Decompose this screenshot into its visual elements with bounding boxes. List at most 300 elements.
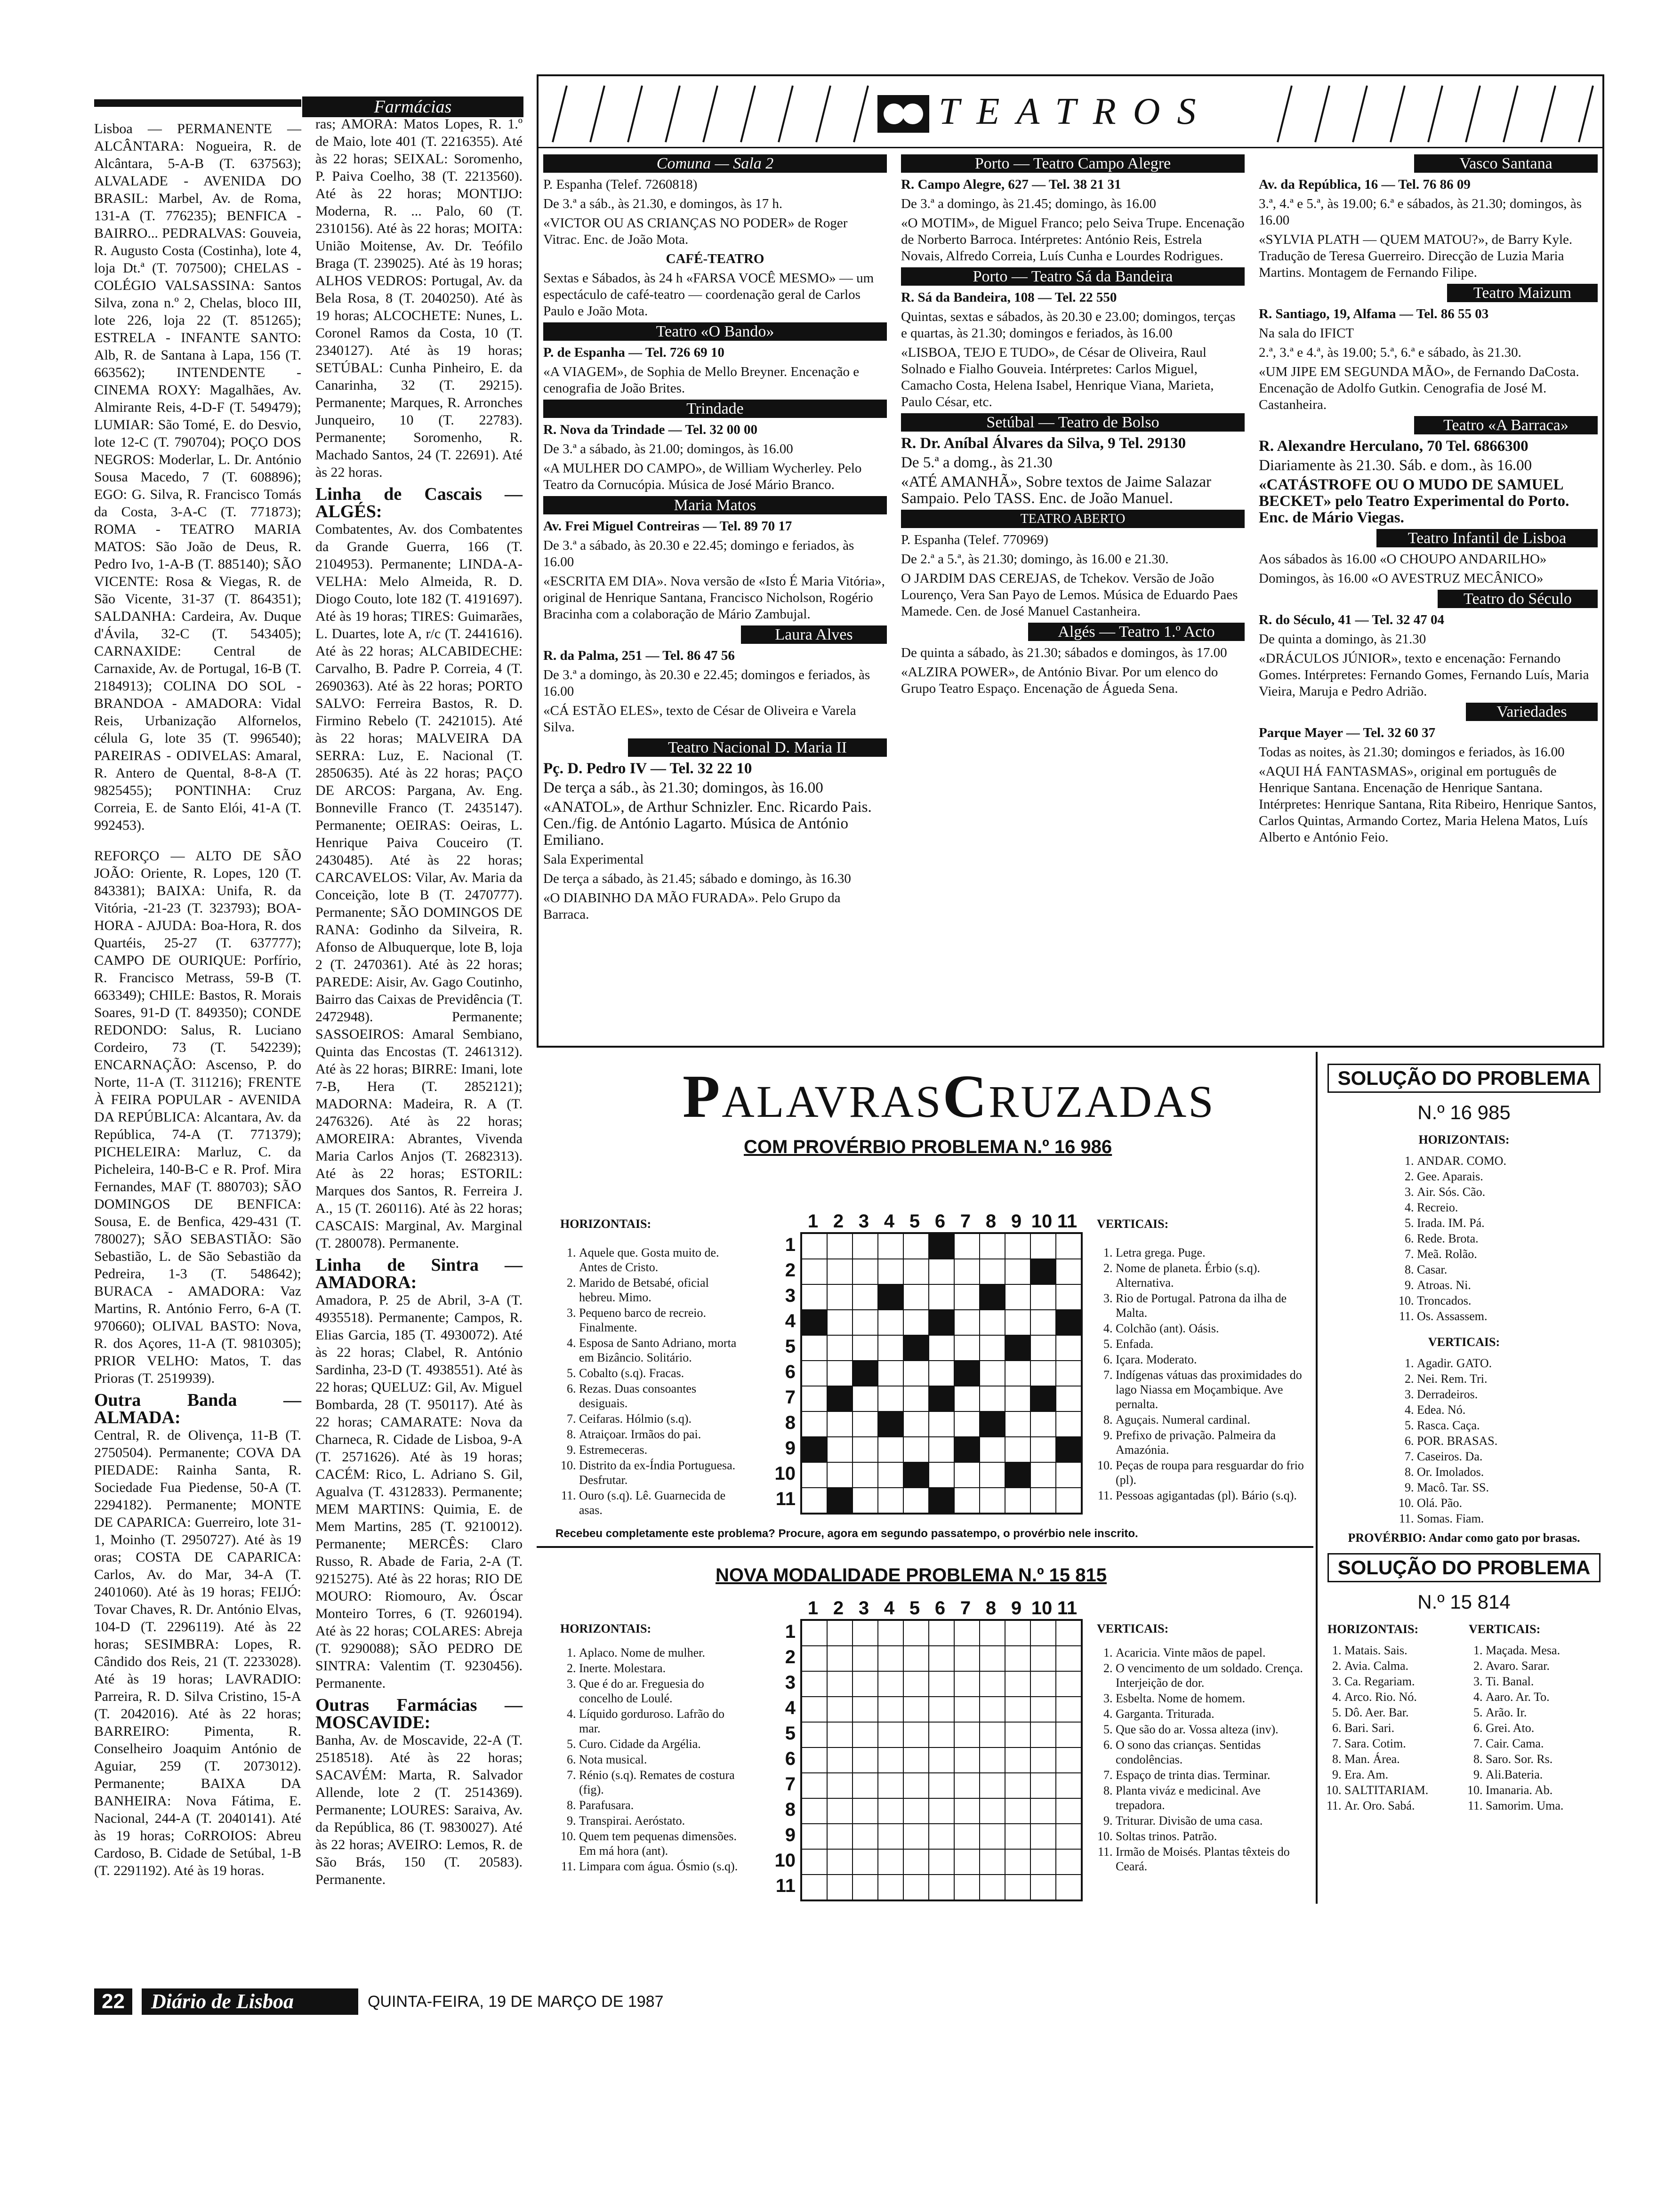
grid-cell[interactable] [802, 1411, 827, 1437]
grid-cell[interactable] [903, 1773, 929, 1798]
grid-cell[interactable] [1056, 1747, 1081, 1773]
grid-cell[interactable] [1030, 1437, 1056, 1462]
grid-cell[interactable] [802, 1462, 827, 1488]
grid-cell[interactable] [954, 1259, 980, 1284]
clue-item: 5. Curo. Cidade da Argélia. [579, 1737, 744, 1751]
grid-cell[interactable] [1056, 1849, 1081, 1875]
sintra-list: Amadora, P. 25 de Abril, 3-A (T. 4935518). Permanente; Campos, R. Elias Garcia, 185 (T. 4930072). Até às 22 horas; Clabel, R. António Sardinha, 23-D (T. 4938551). Até às 22 horas; QUELUZ: Gil, Av. Miguel Bombarda, 28 (T. 950117). Até às 22 horas; CAMARATE: Nova da Charneca, R. Cidade de Lisboa, 9-A (T. 2571626). Até às 19 horas; CACÉM: Rico, L. Adriano S. Gil, Agualva (T. 4312833). Permanente; MEM MARTINS: Quimia, E. de Mem Martins, 285 (T. 9210012). Permanente; MERCÊS: Claro Russo, R. Abade de Faria, 2-A (T. 9215275). Até às 22 horas; RIO DE MOURO: Riomouro, Av. Óscar Monteiro Torres, 6 (T. 9260194). Até às 22 horas; COLARES: Abreja (T. 9290088); SÃO PEDRO DE SINTRA: Valentim (T. 9230456). Permanente. [315, 1292, 523, 1691]
grid-cell[interactable] [954, 1773, 980, 1798]
grid-cell[interactable] [853, 1437, 878, 1462]
grid-cell[interactable] [1056, 1437, 1081, 1462]
grid-cell[interactable] [1005, 1824, 1030, 1849]
seculo-addr: R. do Século, 41 — Tel. 32 47 04 [1259, 612, 1444, 627]
grid-cell[interactable] [827, 1386, 853, 1411]
grid-cell[interactable] [980, 1722, 1005, 1747]
grid-cell[interactable] [827, 1620, 853, 1646]
nova-grid[interactable] [800, 1619, 1083, 1901]
v-list [1097, 1245, 1304, 1503]
solution-item: 5. Dô. Aer. Bar. [1344, 1705, 1459, 1720]
grid-cell[interactable] [1056, 1234, 1081, 1259]
grid-cell[interactable] [802, 1824, 827, 1849]
grid-cell[interactable] [903, 1747, 929, 1773]
solucao-2 [1327, 1553, 1601, 1814]
amora-list: ras; AMORA: Matos Lopes, R. 1.º de Maio, lote 401 (T. 2216355). Até às 22 horas; SEIXAL: Soromenho, P. Paiva Coelho, 38 (T. 2213560). Até às 22 horas; MONTIJO: Moderna, R. ... Palo, 60 (T. 2310156). Até às 22 horas; MOITA: União Moitense, Av. Dr. Teófilo Braga (T. 239025). Até às 19 horas; ALHOS VEDROS: Portugal, Av. da Bela Rosa, 8 (T. 2040250). Até às 19 horas; ALCOCHETE: Nunes, L. Coronel Ramos da Costa, 10 (T. 2340127). Até às 19 horas; SETÚBAL: Cunha Pinheiro, E. da Canarinha, 32 (T. 29215). Permanente; Marques, R. Arronches Junqueiro, 10 (T. 22783). Permanente; Soromenho, R. Machado Santos, 24 (T. 22691). Até às 22 horas. [315, 116, 523, 480]
nova-horizontais [560, 1621, 744, 1875]
grid-cell[interactable] [980, 1259, 1005, 1284]
grid-cell[interactable] [929, 1697, 954, 1722]
grid-cell[interactable] [980, 1646, 1005, 1671]
grid-cell[interactable] [1005, 1620, 1030, 1646]
grid-cell[interactable] [929, 1824, 954, 1849]
grid-cell[interactable] [1056, 1411, 1081, 1437]
grid-cell[interactable] [1005, 1411, 1030, 1437]
grid-cell[interactable] [903, 1284, 929, 1310]
seculo-header: Teatro do Século [1438, 590, 1598, 608]
clue-item: 5. Cobalto (s.q). Fracas. [579, 1366, 744, 1380]
barraca-show: «CATÁSTROFE OU O MUDO DE SAMUEL BECKET» pelo Teatro Experimental do Porto. Enc. de Mário Viegas. [1259, 476, 1569, 526]
grid-cell[interactable] [802, 1386, 827, 1411]
grid-cell[interactable] [1056, 1798, 1081, 1824]
grid-cell[interactable] [1005, 1234, 1030, 1259]
grid-cell[interactable] [827, 1773, 853, 1798]
grid-cell[interactable] [903, 1259, 929, 1284]
grid-cell[interactable] [903, 1361, 929, 1386]
cascais-title: Linha de Cascais — ALGÉS: [315, 484, 523, 521]
grid-cell[interactable] [929, 1259, 954, 1284]
grid-cell[interactable] [980, 1798, 1005, 1824]
grid-cell[interactable] [827, 1234, 853, 1259]
grid-cell[interactable] [1005, 1875, 1030, 1900]
grid-cell[interactable] [929, 1335, 954, 1361]
grid-cell[interactable] [878, 1671, 903, 1697]
outras-title: Outras Farmácias — MOSCAVIDE: [315, 1695, 523, 1732]
grid-cell[interactable] [954, 1335, 980, 1361]
grid-cell[interactable] [929, 1722, 954, 1747]
grid-cell[interactable] [878, 1361, 903, 1386]
bolso-times: De 5.ª a domg., às 21.30 [901, 454, 1053, 471]
sa-bandeira-show: «LISBOA, TEJO E TUDO», de César de Oliveira, Raul Solnado e Fialho Gouveia. Intérpretes: Carlos Miguel, Camacho Costa, Helena Isabel, Henrique Viana, Marieta, Paulo César, etc. [901, 345, 1214, 409]
grid-cell[interactable] [827, 1361, 853, 1386]
grid-cell[interactable] [878, 1488, 903, 1513]
grid-cell[interactable] [827, 1697, 853, 1722]
solution-item: 10. Imanaria. Ab. [1486, 1783, 1601, 1797]
grid-cell[interactable] [903, 1411, 929, 1437]
grid-cell[interactable] [853, 1234, 878, 1259]
grid-cell[interactable] [1056, 1488, 1081, 1513]
grid-cell[interactable] [1005, 1462, 1030, 1488]
grid-cell[interactable] [1005, 1310, 1030, 1335]
grid-cell[interactable] [1030, 1671, 1056, 1697]
clue-item: 5. Que são do ar. Vossa alteza (inv). [1116, 1722, 1304, 1737]
grid-cell[interactable] [929, 1747, 954, 1773]
grid-cell[interactable] [878, 1462, 903, 1488]
grid-cell[interactable] [878, 1411, 903, 1437]
grid-cell[interactable] [802, 1310, 827, 1335]
grid-cell[interactable] [954, 1462, 980, 1488]
variedades-times: Todas as noites, às 21.30; domingos e feriados, às 16.00 [1259, 745, 1565, 760]
grid-cell[interactable] [954, 1875, 980, 1900]
solution-item: 6. Rede. Brota. [1417, 1231, 1601, 1246]
comuna-times: De 3.ª a sáb., às 21.30, e domingos, às 17 h. [543, 196, 783, 211]
campo-alegre-show: «O MOTIM», de Miguel Franco; pelo Seiva Trupe. Encenação de Norberto Barroca. Intérpretes: António Reis, Estrela Novais, Alfredo Correia, Luís Cunha e Lourdes Rodrigues. [901, 216, 1245, 264]
grid-cell[interactable] [1005, 1773, 1030, 1798]
grid-cell[interactable] [1030, 1722, 1056, 1747]
grid-cell[interactable] [1030, 1875, 1056, 1900]
clue-item: 3. Pequeno barco de recreio. Finalmente. [579, 1306, 744, 1335]
grid-cell[interactable] [878, 1722, 903, 1747]
outra-banda-title: Outra Banda — ALMADA: [94, 1390, 301, 1427]
grid-cell[interactable] [1030, 1259, 1056, 1284]
grid-cell[interactable] [1030, 1310, 1056, 1335]
grid-cell[interactable] [802, 1259, 827, 1284]
grid-cell[interactable] [954, 1824, 980, 1849]
grid-cell[interactable] [954, 1722, 980, 1747]
grid-cell[interactable] [878, 1437, 903, 1462]
grid-cell[interactable] [980, 1437, 1005, 1462]
sol2-h-title: HORIZONTAIS: [1327, 1622, 1419, 1636]
grid-cell[interactable] [980, 1697, 1005, 1722]
grid-cell[interactable] [878, 1259, 903, 1284]
grid-cell[interactable] [878, 1646, 903, 1671]
grid-cell[interactable] [980, 1335, 1005, 1361]
grid-cell[interactable] [1030, 1462, 1056, 1488]
grid-cell[interactable] [853, 1773, 878, 1798]
comuna-cafe: Sextas e Sábados, às 24 h «FARSA VOCÊ MESMO» — um espectáculo de café-teatro — coordenação geral de Carlos Paulo e João Mota. [543, 271, 874, 319]
grid-cell[interactable] [903, 1722, 929, 1747]
grid-cell[interactable] [1005, 1437, 1030, 1462]
grid-cell[interactable] [929, 1646, 954, 1671]
crossword-grid[interactable] [800, 1232, 1083, 1515]
grid-cell[interactable] [878, 1747, 903, 1773]
grid-cell[interactable] [802, 1773, 827, 1798]
grid-cell[interactable] [980, 1875, 1005, 1900]
grid-cell[interactable] [903, 1488, 929, 1513]
grid-cell[interactable] [980, 1284, 1005, 1310]
grid-cell[interactable] [929, 1411, 954, 1437]
grid-cell[interactable] [1056, 1875, 1081, 1900]
grid-cell[interactable] [827, 1462, 853, 1488]
h-list [560, 1245, 744, 1517]
infantil-sun: Domingos, às 16.00 «O AVESTRUZ MECÂNICO» [1259, 571, 1544, 586]
grid-cell[interactable] [827, 1335, 853, 1361]
grid-cell[interactable] [827, 1875, 853, 1900]
grid-cell[interactable] [878, 1849, 903, 1875]
grid-cell[interactable] [1056, 1671, 1081, 1697]
grid-cell[interactable] [929, 1284, 954, 1310]
maria-matos-header: Maria Matos [543, 496, 887, 514]
grid-cell[interactable] [853, 1747, 878, 1773]
grid-cell[interactable] [903, 1671, 929, 1697]
grid-cell[interactable] [802, 1335, 827, 1361]
grid-cell[interactable] [903, 1234, 929, 1259]
grid-cell[interactable] [853, 1722, 878, 1747]
grid-cell[interactable] [980, 1773, 1005, 1798]
grid-cell[interactable] [827, 1646, 853, 1671]
grid-cell[interactable] [929, 1620, 954, 1646]
solution-item: 8. Man. Área. [1344, 1752, 1459, 1766]
grid-cell[interactable] [903, 1849, 929, 1875]
grid-cell[interactable] [853, 1259, 878, 1284]
grid-cell[interactable] [980, 1386, 1005, 1411]
grid-cell[interactable] [878, 1234, 903, 1259]
grid-cell[interactable] [878, 1310, 903, 1335]
grid-cell[interactable] [1030, 1849, 1056, 1875]
grid-cell[interactable] [903, 1620, 929, 1646]
grid-cell[interactable] [980, 1747, 1005, 1773]
grid-cell[interactable] [1030, 1386, 1056, 1411]
grid-cell[interactable] [929, 1234, 954, 1259]
grid-cell[interactable] [827, 1722, 853, 1747]
grid-cell[interactable] [903, 1310, 929, 1335]
grid-cell[interactable] [853, 1875, 878, 1900]
grid-cell[interactable] [954, 1747, 980, 1773]
grid-cell[interactable] [980, 1234, 1005, 1259]
grid-cell[interactable] [980, 1849, 1005, 1875]
grid-cell[interactable] [853, 1310, 878, 1335]
grid-cell[interactable] [1030, 1488, 1056, 1513]
grid-cell[interactable] [929, 1849, 954, 1875]
grid-cell[interactable] [1056, 1335, 1081, 1361]
laura-alves-addr: R. da Palma, 251 — Tel. 86 47 56 [543, 648, 735, 663]
grid-cell[interactable] [1005, 1386, 1030, 1411]
grid-cell[interactable] [1056, 1824, 1081, 1849]
grid-cell[interactable] [802, 1234, 827, 1259]
grid-cell[interactable] [954, 1798, 980, 1824]
grid-cell[interactable] [1056, 1310, 1081, 1335]
grid-cell[interactable] [827, 1849, 853, 1875]
grid-cell[interactable] [929, 1310, 954, 1335]
grid-cell[interactable] [929, 1361, 954, 1386]
grid-cell[interactable] [853, 1386, 878, 1411]
grid-cell[interactable] [878, 1284, 903, 1310]
farmacias-col1 [94, 120, 301, 1879]
grid-cell[interactable] [827, 1798, 853, 1824]
grid-cell[interactable] [954, 1646, 980, 1671]
grid-cell[interactable] [827, 1259, 853, 1284]
grid-cell[interactable] [853, 1284, 878, 1310]
grid-cell[interactable] [878, 1386, 903, 1411]
grid-cell[interactable] [980, 1671, 1005, 1697]
grid-cell[interactable] [980, 1462, 1005, 1488]
grid-cell[interactable] [827, 1824, 853, 1849]
grid-cell[interactable] [954, 1361, 980, 1386]
grid-cell[interactable] [827, 1488, 853, 1513]
grid-cell[interactable] [980, 1361, 1005, 1386]
grid-cell[interactable] [853, 1620, 878, 1646]
grid-cell[interactable] [954, 1411, 980, 1437]
grid-cell[interactable] [853, 1646, 878, 1671]
grid-cell[interactable] [802, 1646, 827, 1671]
grid-cell[interactable] [1030, 1773, 1056, 1798]
grid-cell[interactable] [878, 1773, 903, 1798]
grid-cell[interactable] [929, 1773, 954, 1798]
grid-cell[interactable] [802, 1849, 827, 1875]
palavras-grid-wrap [758, 1211, 1083, 1515]
grid-cell[interactable] [802, 1284, 827, 1310]
grid-cell[interactable] [878, 1875, 903, 1900]
grid-cell[interactable] [802, 1671, 827, 1697]
grid-cell[interactable] [903, 1462, 929, 1488]
grid-cell[interactable] [1056, 1361, 1081, 1386]
grid-cell[interactable] [853, 1849, 878, 1875]
grid-cell[interactable] [903, 1798, 929, 1824]
grid-cell[interactable] [1005, 1722, 1030, 1747]
grid-cell[interactable] [1030, 1798, 1056, 1824]
grid-cell[interactable] [1005, 1284, 1030, 1310]
outra-banda-list: Central, R. de Olivença, 11-B (T. 2750504). Permanente; COVA DA PIEDADE: Rainha Santa, R. Sociedade Fua Piedense, 50-A (T. 2294182). Permanente; MONTE DE CAPARICA: Guerreiro, lote 31-1, Moinho (T. 2950727). Até às 19 oras; COSTA DE CAPARICA: Carlos, Av. do Mar, 34-A (T. 2401060). Até às 19 horas; FEIJÓ: Tovar Chaves, R. Dr. António Elvas, 104-D (T. 2296119). Até às 22 horas; SESIMBRA: Lopes, R. Cândido dos Reis, 21 (T. 2233028). Até às 19 horas; LAVRADIO: Parreira, R. D. Silva Cristino, 15-A (T. 2042016). Até às 22 horas; BARREIRO: Pimenta, R. Conselheiro Joaquim António de Aguiar, 259 (T. 2073012). Permanente; BAIXA DA BANHEIRA: Nova Fátima, E. Nacional, 244-A (T. 2040141). Até às 19 horas; CoRROIOS: Abreu Cardoso, B. Cidade de Setúbal, 1-B (T. 2291192). Até às 19 horas. [94, 1427, 301, 1878]
grid-cell[interactable] [802, 1875, 827, 1900]
grid-cell[interactable] [1030, 1620, 1056, 1646]
grid-cell[interactable] [1005, 1259, 1030, 1284]
grid-cell[interactable] [1005, 1361, 1030, 1386]
grid-cell[interactable] [1030, 1335, 1056, 1361]
grid-cell[interactable] [903, 1697, 929, 1722]
maizum-sala: Na sala do IFICT [1259, 326, 1354, 341]
grid-cell[interactable] [1005, 1697, 1030, 1722]
grid-cell[interactable] [1030, 1646, 1056, 1671]
grid-cell[interactable] [954, 1437, 980, 1462]
grid-cell[interactable] [1056, 1773, 1081, 1798]
grid-cell[interactable] [980, 1488, 1005, 1513]
grid-cell[interactable] [853, 1671, 878, 1697]
grid-cell[interactable] [1056, 1697, 1081, 1722]
grid-cell[interactable] [929, 1671, 954, 1697]
grid-cell[interactable] [878, 1824, 903, 1849]
grid-cell[interactable] [980, 1411, 1005, 1437]
variedades-header: Variedades [1466, 703, 1598, 721]
grid-cell[interactable] [1030, 1361, 1056, 1386]
grid-cell[interactable] [878, 1620, 903, 1646]
sol2-h-col [1327, 1622, 1459, 1814]
alges-header: Algés — Teatro 1.º Acto [1028, 623, 1245, 641]
grid-cell[interactable] [1056, 1259, 1081, 1284]
dmaria-addr: Pç. D. Pedro IV — Tel. 32 22 10 [543, 760, 752, 777]
grid-cell[interactable] [929, 1798, 954, 1824]
grid-cell[interactable] [802, 1437, 827, 1462]
sa-bandeira-times: Quintas, sextas e sábados, às 20.30 e 23.00; domingos, terças e quartas, às 21.30; domingos e feriados, às 16.00 [901, 309, 1236, 341]
grid-cell[interactable] [954, 1234, 980, 1259]
maizum-show: «UM JIPE EM SEGUNDA MÃO», de Fernando DaCosta. Encenação de Adolfo Gutkin. Cenografia de José M. Castanheira. [1259, 364, 1579, 412]
grid-cell[interactable] [878, 1798, 903, 1824]
grid-cell[interactable] [903, 1335, 929, 1361]
grid-cell[interactable] [1030, 1824, 1056, 1849]
grid-cell[interactable] [929, 1488, 954, 1513]
grid-cell[interactable] [980, 1310, 1005, 1335]
vasco-show: «SYLVIA PLATH — QUEM MATOU?», de Barry Kyle. Tradução de Teresa Guerreiro. Direcção de Luzia Maria Martins. Montagem de Fernando Filipe. [1259, 232, 1573, 280]
grid-cell[interactable] [1005, 1646, 1030, 1671]
dmaria-times2: De terça a sábado, às 21.45; sábado e domingo, às 16.30 [543, 871, 851, 886]
grid-cell[interactable] [980, 1824, 1005, 1849]
grid-cell[interactable] [802, 1488, 827, 1513]
grid-cell[interactable] [903, 1824, 929, 1849]
grid-cell[interactable] [903, 1646, 929, 1671]
grid-cell[interactable] [1056, 1462, 1081, 1488]
grid-cell[interactable] [954, 1488, 980, 1513]
grid-cell[interactable] [802, 1798, 827, 1824]
grid-cell[interactable] [827, 1747, 853, 1773]
grid-cell[interactable] [1030, 1747, 1056, 1773]
grid-cell[interactable] [954, 1697, 980, 1722]
grid-cell[interactable] [1056, 1386, 1081, 1411]
grid-cell[interactable] [1005, 1747, 1030, 1773]
grid-cell[interactable] [1030, 1234, 1056, 1259]
grid-cell[interactable] [929, 1386, 954, 1411]
clue-item: 10. Quem tem pequenas dimensões. Em má hora (ant). [579, 1829, 744, 1858]
grid-cell[interactable] [1030, 1697, 1056, 1722]
grid-cell[interactable] [954, 1620, 980, 1646]
grid-cell[interactable] [827, 1411, 853, 1437]
solution-item: 9. Ali.Bateria. [1486, 1767, 1601, 1782]
maria-matos-show: «ESCRITA EM DIA». Nova versão de «Isto É Maria Vitória», original de Henrique Santana, Francisco Nicholson, Rogério Bracinha com a colaboração de Mário Zambujal. [543, 574, 885, 622]
grid-cell[interactable] [878, 1697, 903, 1722]
grid-cell[interactable] [802, 1747, 827, 1773]
grid-cell[interactable] [802, 1361, 827, 1386]
grid-cell[interactable] [1056, 1620, 1081, 1646]
grid-cell[interactable] [1056, 1722, 1081, 1747]
grid-cell[interactable] [827, 1437, 853, 1462]
grid-cell[interactable] [954, 1284, 980, 1310]
grid-cell[interactable] [1005, 1798, 1030, 1824]
grid-cell[interactable] [853, 1798, 878, 1824]
grid-cell[interactable] [1030, 1411, 1056, 1437]
grid-cell[interactable] [903, 1875, 929, 1900]
clue-item: 7. Indígenas vátuas das proximidades do lago Niassa em Moçambique. Ave pernalta. [1116, 1368, 1304, 1411]
grid-cell[interactable] [853, 1361, 878, 1386]
grid-cell[interactable] [980, 1620, 1005, 1646]
grid-cell[interactable] [929, 1462, 954, 1488]
grid-cell[interactable] [802, 1697, 827, 1722]
grid-cell[interactable] [853, 1335, 878, 1361]
grid-cell[interactable] [1005, 1849, 1030, 1875]
grid-cell[interactable] [954, 1386, 980, 1411]
grid-cell[interactable] [1005, 1488, 1030, 1513]
grid-cell[interactable] [827, 1284, 853, 1310]
clue-item: 9. Prefixo de privação. Palmeira da Amazónia. [1116, 1428, 1304, 1457]
solution-item: 2. Nei. Rem. Tri. [1417, 1371, 1601, 1386]
grid-cell[interactable] [903, 1437, 929, 1462]
grid-cell[interactable] [954, 1310, 980, 1335]
grid-cell[interactable] [802, 1722, 827, 1747]
grid-cell[interactable] [853, 1488, 878, 1513]
comuna-sub: CAFÉ-TEATRO [666, 251, 764, 266]
grid-cell[interactable] [802, 1620, 827, 1646]
grid-cell[interactable] [1056, 1646, 1081, 1671]
grid-cell[interactable] [853, 1462, 878, 1488]
grid-cell[interactable] [929, 1875, 954, 1900]
grid-cell[interactable] [954, 1671, 980, 1697]
grid-cell[interactable] [853, 1824, 878, 1849]
grid-cell[interactable] [853, 1697, 878, 1722]
bolso-addr: R. Dr. Aníbal Álvares da Silva, 9 Tel. 29130 [901, 435, 1186, 452]
variedades-addr: Parque Mayer — Tel. 32 60 37 [1259, 725, 1436, 740]
grid-cell[interactable] [878, 1335, 903, 1361]
grid-cell[interactable] [954, 1849, 980, 1875]
maizum-header: Teatro Maizum [1447, 284, 1598, 302]
grid-cell[interactable] [1005, 1335, 1030, 1361]
grid-cell[interactable] [827, 1671, 853, 1697]
grid-cell[interactable] [853, 1411, 878, 1437]
solution-item: 1. ANDAR. COMO. [1417, 1154, 1601, 1168]
grid-cell[interactable] [903, 1386, 929, 1411]
grid-cell[interactable] [1005, 1671, 1030, 1697]
grid-cell[interactable] [929, 1437, 954, 1462]
grid-cell[interactable] [1056, 1284, 1081, 1310]
solution-item: 5. Irada. IM. Pá. [1417, 1216, 1601, 1230]
grid-cell[interactable] [827, 1310, 853, 1335]
clue-item: 10. Soltas trinos. Patrão. [1116, 1829, 1304, 1843]
solution-item: 2. Gee. Aparais. [1417, 1169, 1601, 1184]
grid-cell[interactable] [1030, 1284, 1056, 1310]
